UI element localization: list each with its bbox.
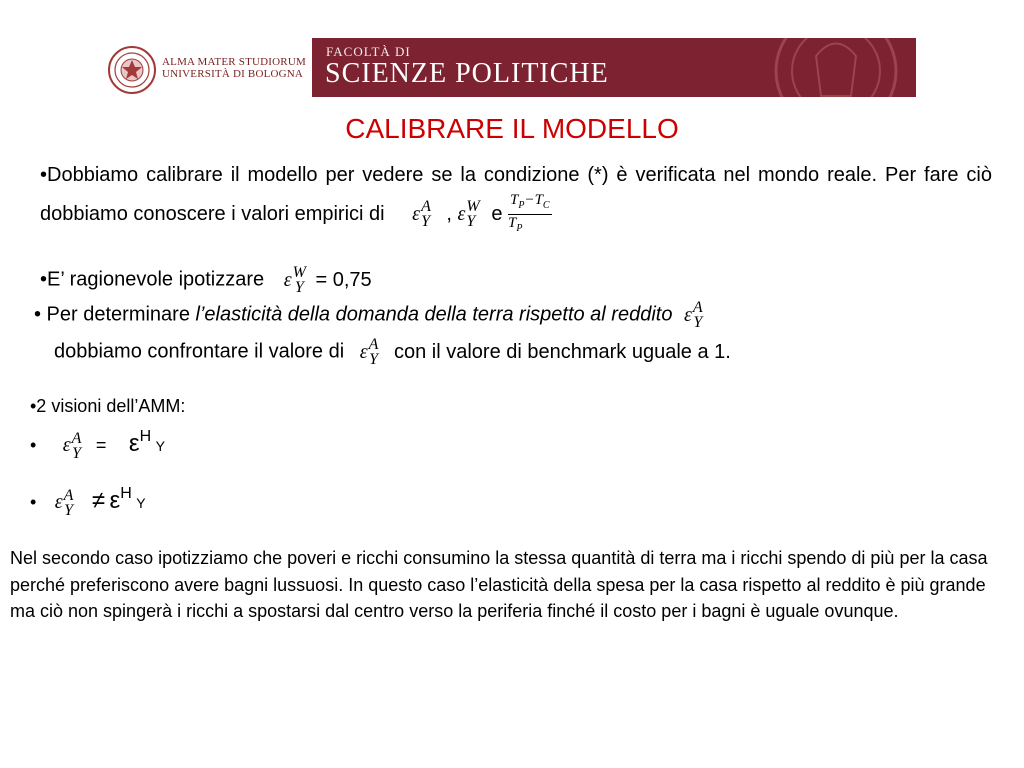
vision-equal [30, 428, 165, 461]
not-equal-sign: ≠ [91, 487, 106, 514]
subscript-Y: Y [155, 438, 165, 454]
determine-text: • Per determinare [34, 303, 196, 326]
superscript-H: H [139, 428, 152, 445]
faculty-name: SCIENZE POLITICHE [325, 58, 609, 89]
university-seal-logo [107, 45, 157, 95]
tp-tc-fraction: $\frac{T_P-T_C}{T_P}$ [508, 192, 550, 234]
elasticity-A-Y-2: ε A Y [684, 299, 703, 331]
bullet-calibration [40, 158, 992, 237]
epsilon-symbol: ε [128, 430, 140, 457]
bullet-calibration-text: •Dobbiamo calibrare il modello per vedere se la condizione (*) è verificata nel mondo reale. Per fare ciò dobbiamo conoscere i valori empirici di [40, 164, 992, 225]
vision-bullet-2: • [30, 492, 37, 512]
elasticity-A-Y-3: ε A Y [359, 336, 379, 368]
bullet-determine-line2 [54, 337, 731, 367]
visions-heading: •2 visioni dell’AMM: [30, 396, 186, 416]
university-name [162, 56, 312, 80]
equal-sign: = [95, 435, 107, 455]
hypothesis-text: •E’ ragionevole ipotizzare [40, 268, 265, 291]
elasticity-W-Y: ε W Y [457, 197, 480, 230]
compare-text: dobbiamo confrontare il valore di [54, 340, 345, 363]
superscript-H-2: H [120, 485, 132, 502]
conclusion-paragraph: Nel secondo caso ipotizziamo che poveri e ricchi consumino la stessa quantità di terra ma i ricchi spendo di più per la casa perché preferiscono avere bagni lussuosi. In questo caso l’elasticità della spesa per la casa rispetto al reddito è più grande ma ciò non spingerà i ricchi a spostarsi dal centro verso la periferia finché il costo per i bagni è uguale ovunque. [10, 548, 988, 621]
separator-comma: , [446, 202, 452, 225]
university-line-2: UNIVERSITÀ DI BOLOGNA [162, 68, 304, 80]
vision-not-equal [30, 485, 146, 518]
separator-e: e [491, 202, 503, 225]
subscript-Y-2: Y [136, 495, 146, 511]
bullet-hypothesis [40, 265, 372, 295]
bullet-determine [34, 300, 703, 330]
seal-watermark-icon [756, 38, 906, 97]
elasticity-A-Y-5: ε A Y [54, 486, 74, 519]
faculty-banner [312, 38, 916, 97]
elasticity-A-Y: ε A Y [412, 197, 431, 230]
vision-bullet: • [30, 435, 37, 455]
hypothesis-value: = 0,75 [315, 268, 372, 291]
faculty-label: FACOLTÀ DI [326, 44, 411, 59]
elasticity-A-Y-4: ε A Y [62, 429, 82, 462]
benchmark-text: con il valore di benchmark uguale a 1. [393, 340, 731, 363]
university-line-1: ALMA MATER STUDIORUM [162, 56, 306, 68]
elasticity-W-Y-2: ε W Y [283, 264, 306, 296]
epsilon-symbol-2: ε [109, 487, 121, 514]
slide-title: CALIBRARE IL MODELLO [345, 113, 679, 144]
determine-italic: l’elasticità della domanda della terra rispetto al reddito [195, 303, 673, 326]
